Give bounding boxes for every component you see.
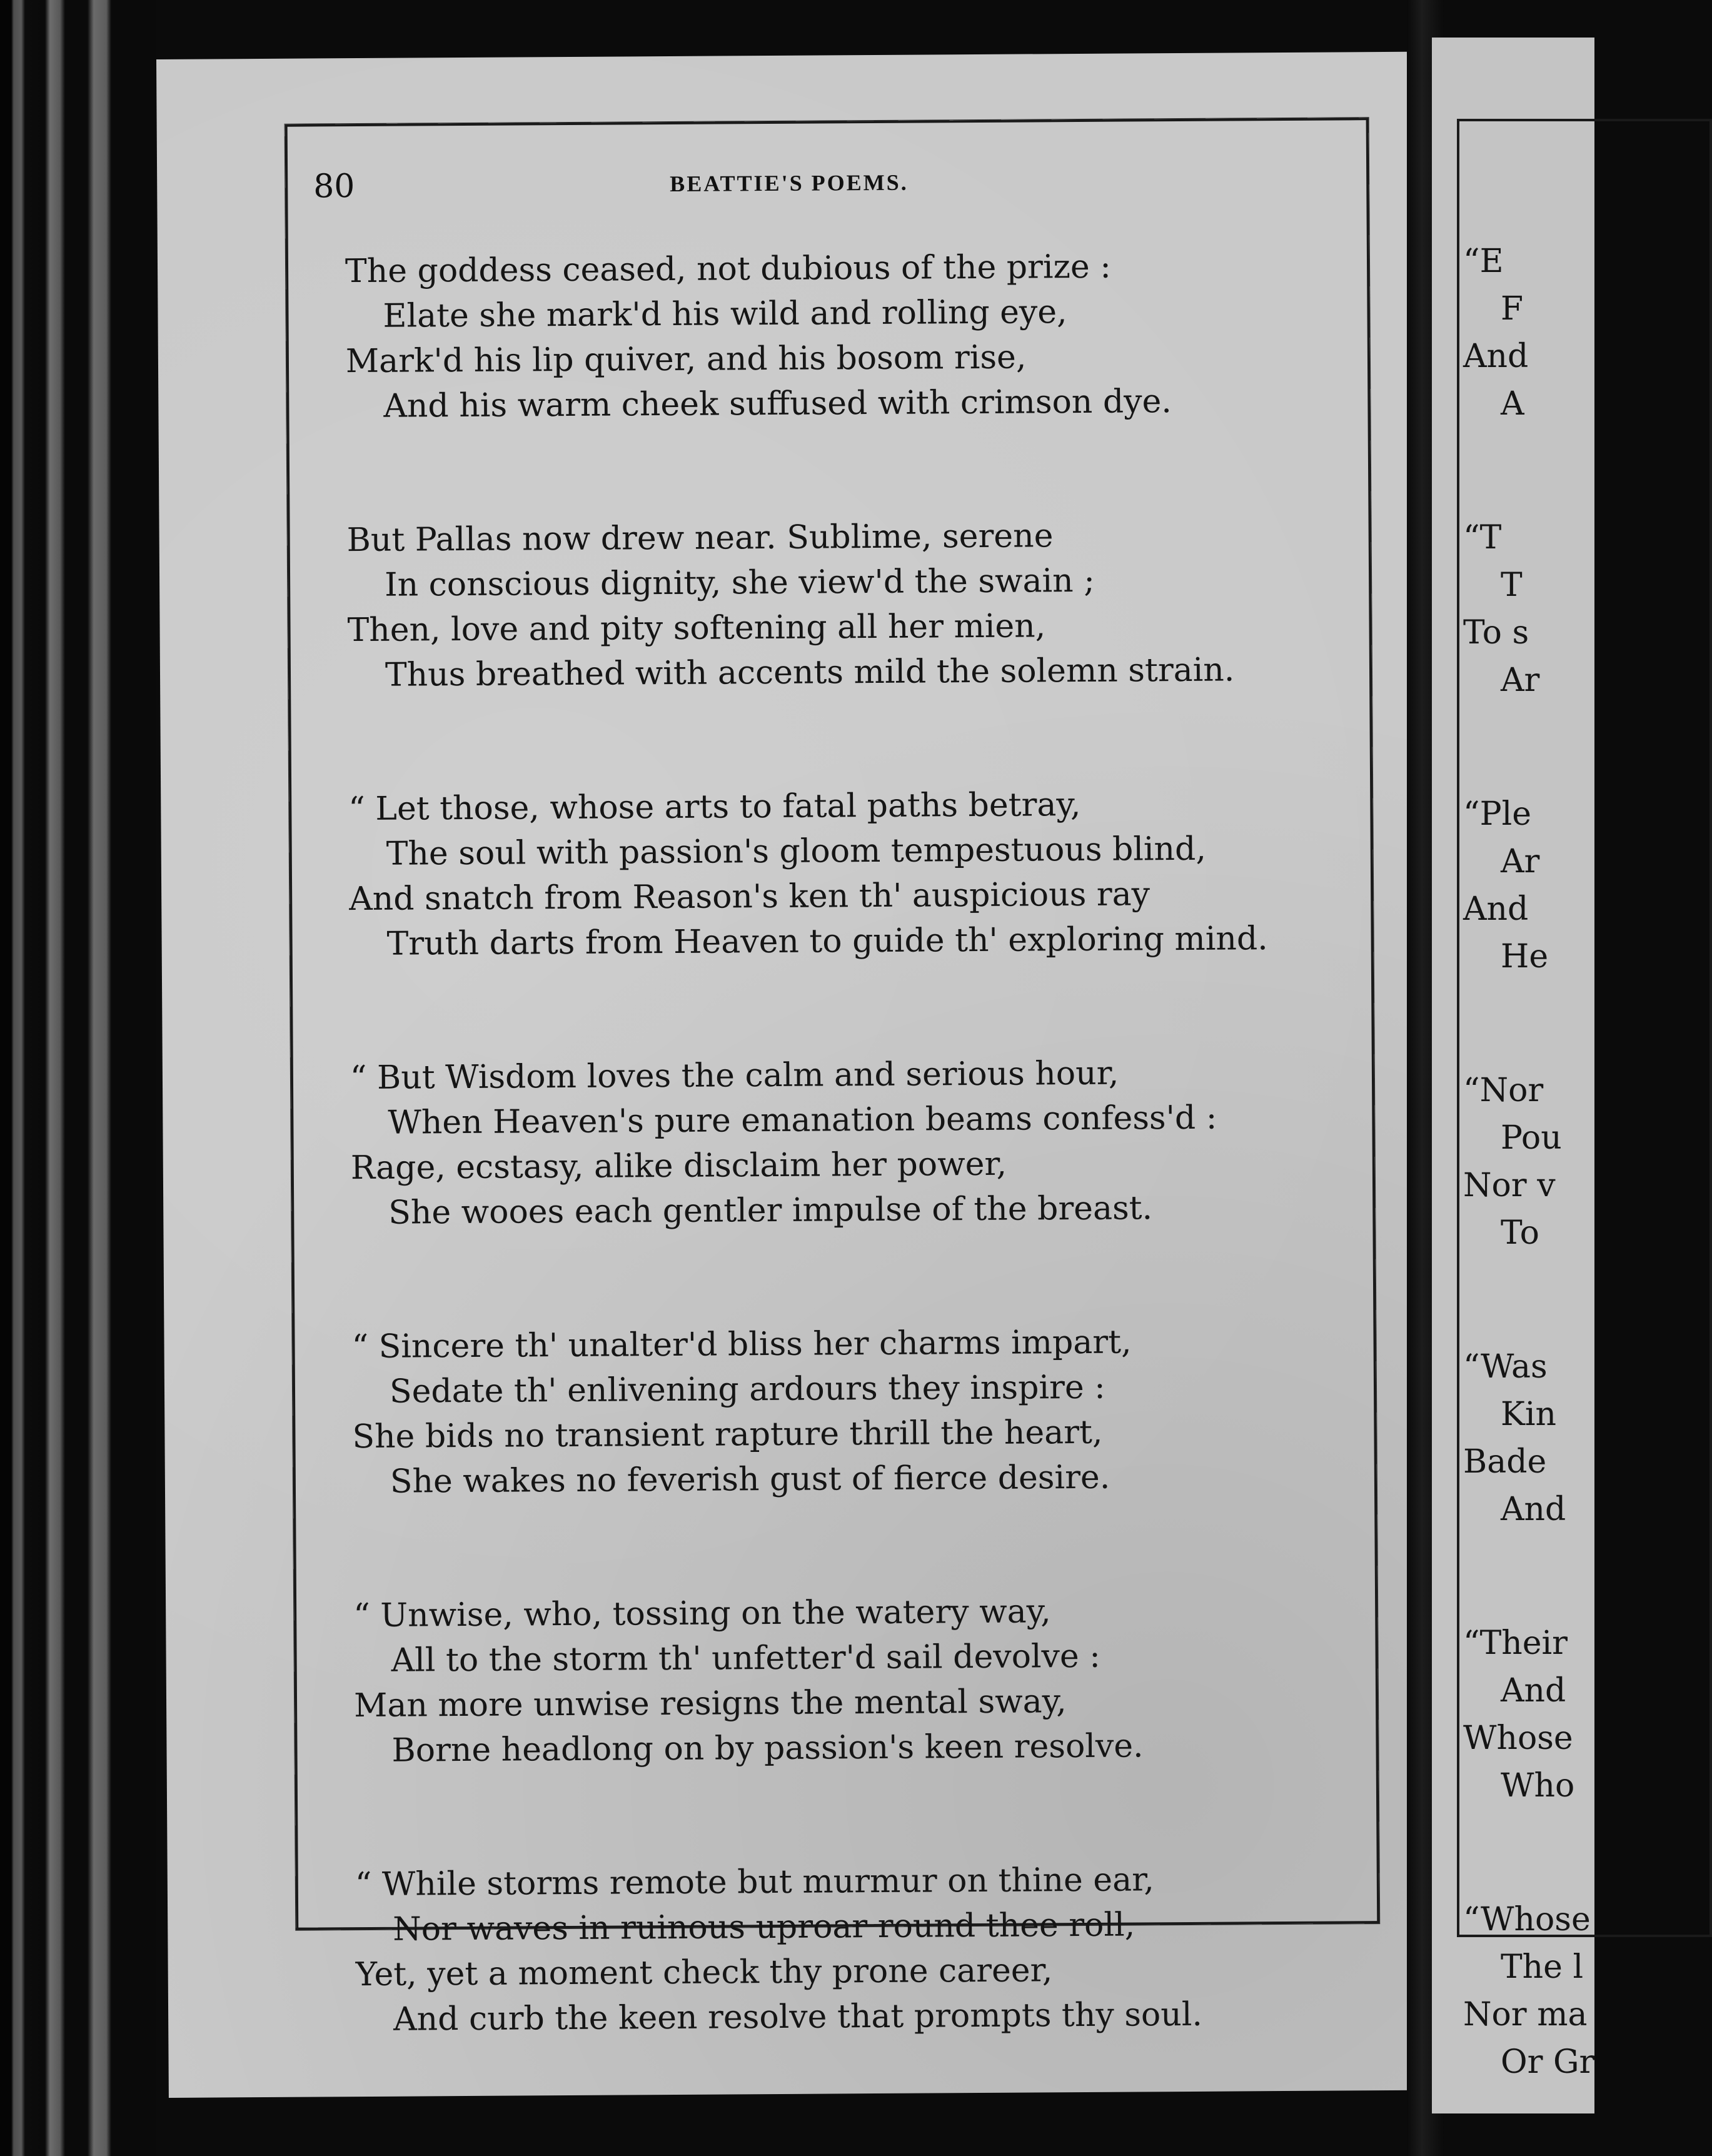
left-page [156,52,1419,2098]
verse-line: The goddess ceased, not dubious of the prize : [345,248,1111,291]
verse-fragment: T [1501,567,1523,604]
verse-line: “ Let those, whose arts to fatal paths betray, [348,785,1081,829]
verse-fragment: F [1501,290,1524,328]
verse-line: “ Sincere th' unalter'd bliss her charms impart, [351,1323,1132,1366]
verse-line: “ While storms remote but murmur on thine ear, [355,1861,1154,1904]
verse-line: Yet, yet a moment check thy prone career, [355,1952,1053,1994]
verse-fragment: Ar [1501,843,1540,880]
verse-fragment: He [1501,938,1549,975]
running-head [157,161,1407,206]
verse-fragment: “E [1463,243,1504,280]
verse-line: But Pallas now drew near. Sublime, serene [346,517,1054,560]
verse-line: And curb the keen resolve that prompts thy soul. [393,1995,1203,2038]
verse-fragment: “Their [1463,1625,1568,1662]
stanza [345,243,1359,429]
verse-fragment: Whose [1463,1720,1573,1757]
stanza [353,1587,1367,1773]
verse-fragment: To [1501,1214,1539,1252]
verse-fragment: Kin [1501,1396,1556,1433]
verse-fragment: To s [1463,614,1529,652]
right-page-text [1463,238,1594,2086]
verse-fragment: And [1501,1491,1566,1528]
verse-fragment: The l [1501,1948,1584,1986]
verse-line: She wooes each gentler impulse of the breast. [388,1189,1153,1232]
verse-fragment: Pou [1501,1119,1562,1157]
verse-fragment: “Whose [1463,1901,1591,1938]
running-head-title: BEATTIE'S POEMS. [670,169,909,196]
verse-line: Truth darts from Heaven to guide th' exploring mind. [386,920,1268,963]
verse-fragment: “Nor [1463,1072,1544,1109]
verse-line: And his warm cheek suffused with crimson dye. [383,383,1172,425]
verse-fragment: Nor ma [1463,1996,1588,2033]
right-page-fragment [1432,38,1594,2113]
verse-fragment: A [1501,385,1524,423]
verse-line: And snatch from Reason's ken th' auspicious ray [349,875,1151,919]
verse-line: In conscious dignity, she view'd the swain ; [384,562,1095,604]
verse-fragment: Ar [1501,662,1540,699]
verse-line: Then, love and pity softening all her mien, [347,607,1046,650]
verse-fragment: “Was [1463,1348,1548,1386]
stanza [351,1318,1366,1504]
stanza [348,780,1362,967]
verse-fragment: Nor v [1463,1167,1556,1204]
verse-fragment: And [1501,1672,1566,1710]
verse-line: Sedate th' enlivening ardours they inspire : [389,1368,1105,1411]
verse-line: Rage, ecstasy, alike disclaim her power, [350,1145,1007,1187]
verse-line: Elate she mark'd his wild and rolling eye, [383,293,1067,335]
page-number: 80 [313,168,355,206]
verse-fragment: Who [1501,1767,1575,1805]
verse-line: Borne headlong on by passion's keen resolve. [391,1727,1144,1770]
stanza [355,1856,1369,2042]
stanza [350,1049,1364,1236]
verse-line: All to the storm th' unfetter'd sail devolve : [391,1637,1100,1680]
verse-line: Man more unwise resigns the mental sway, [353,1683,1067,1725]
verse-fragment: Or Gr [1501,2043,1595,2081]
verse-fragment: And [1463,890,1529,928]
verse-line: Thus breathed with accents mild the solemn strain. [385,651,1235,694]
verse-line: When Heaven's pure emanation beams confess'd : [388,1099,1217,1142]
verse-fragment: “T [1463,519,1502,557]
poem-text [345,243,1369,2131]
verse-line: Nor waves in ruinous uproar round thee roll, [393,1906,1135,1948]
book-binding [0,0,156,2156]
verse-fragment: Bade [1463,1443,1547,1481]
verse-fragment: And [1463,338,1529,375]
verse-line: The soul with passion's gloom tempestuous blind, [386,830,1207,873]
verse-line: She bids no transient rapture thrill the heart, [352,1413,1103,1456]
verse-fragment: “Ple [1463,795,1531,833]
verse-line: Mark'd his lip quiver, and his bosom rise, [345,338,1027,381]
verse-line: “ Unwise, who, tossing on the watery way, [353,1593,1051,1635]
stanza [346,511,1361,698]
verse-line: “ But Wisdom loves the calm and serious hour, [350,1054,1119,1097]
verse-line: She wakes no feverish gust of fierce desire. [390,1458,1110,1501]
